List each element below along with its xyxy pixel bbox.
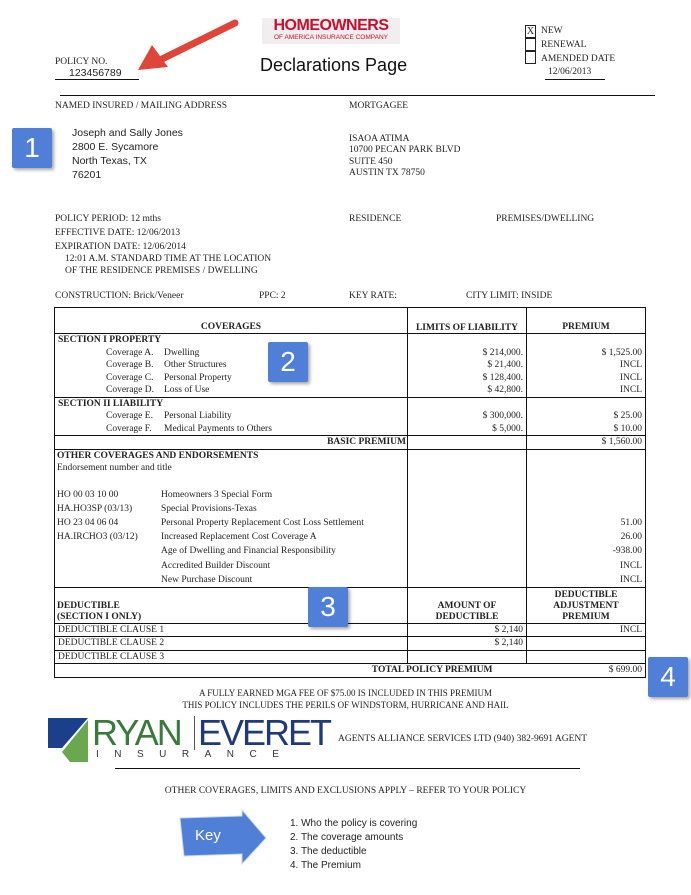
table-row: Coverage E. Personal Liability <box>106 411 232 421</box>
section-2: SECTION II LIABILITY Coverage E. Personal Liability Coverage F. Medical Payments to Others <box>55 397 408 436</box>
table-row: Coverage C. Personal Property <box>106 372 232 383</box>
new-checkbox[interactable]: X <box>526 26 535 37</box>
deductible-header: DEDUCTIBLE (SECTION I ONLY) AMOUNT OF DEDUCTIBLE DEDUCTIBLE ADJUSTMENT PREMIUM <box>55 587 646 623</box>
badge-4: 4 <box>648 657 688 697</box>
basic-premium-row: BASIC PREMIUM $ 1,560.00 <box>55 436 646 450</box>
amended-checkbox[interactable] <box>525 51 536 64</box>
time-note: OF THE RESIDENCE PREMISES / DWELLING <box>65 266 258 276</box>
page-title: Declarations Page <box>260 55 408 75</box>
key-label: Key <box>195 827 221 844</box>
total-row: TOTAL POLICY PREMIUM $ 699.00 <box>55 664 646 678</box>
renewal-checkbox[interactable] <box>525 38 536 51</box>
company-logo: HOMEOWNERS OF AMERICA INSURANCE COMPANY <box>262 18 400 44</box>
table-row: Age of Dwelling and Financial Responsibility <box>161 546 336 557</box>
key-arrow-icon <box>176 808 270 868</box>
agency-logo: RYAN EVERET INSURANCE <box>48 716 323 762</box>
divider <box>55 79 139 80</box>
table-row: HA.HO3SP (03/13) Special Provisions-Texas <box>57 503 257 514</box>
divider <box>115 768 580 769</box>
endorsements: OTHER COVERAGES AND ENDORSEMENTS Endorsement number and title HO 00 03 10 00 Homeowners 3 Special Form HA.HO3SP (03/13) Special Provisions-Texas HO 23 04 06 04 Personal Property Replacement Cost Loss Settlement HA.IRCHO3 (03/12) Increased Replacement Cost Coverage A Age of Dwelling and Financial Responsibility Accredited Builder Discount New Purchase Discount <box>55 449 408 587</box>
section-1: SECTION I PROPERTY Coverage A. Dwelling Coverage B. Other Structures Coverage C. Personal Property Coverage D. Loss of Use <box>55 334 408 398</box>
red-arrow-icon <box>130 15 245 77</box>
amended-label: AMENDED DATE <box>541 54 616 64</box>
insured-address: Joseph and Sally Jones 2800 E. Sycamore North Texas, TX 76201 <box>72 127 183 181</box>
time-note: 12:01 A.M. STANDARD TIME AT THE LOCATION <box>65 254 272 264</box>
expiration-date: EXPIRATION DATE: 12/06/2014 <box>55 242 186 252</box>
table-row: Coverage D. Loss of Use <box>106 385 210 395</box>
agent-info: AGENTS ALLIANCE SERVICES LTD (940) 382-9691 AGENT <box>338 734 588 744</box>
premises-label: PREMISES/DWELLING <box>496 214 595 224</box>
policy-period: POLICY PERIOD: 12 mths <box>55 214 162 224</box>
table-header: COVERAGES LIMITS OF LIABILITY PREMIUM <box>55 308 646 334</box>
table-row: Coverage A. Dwelling <box>106 347 200 358</box>
table-row: Coverage B. Other Structures <box>106 360 227 370</box>
ppc: PPC: 2 <box>259 291 286 301</box>
new-label: NEW <box>541 26 563 36</box>
table-row: HO 23 04 06 04 Personal Property Replacement Cost Loss Settlement <box>57 517 364 528</box>
logo-mark-icon <box>48 718 88 762</box>
key-list <box>290 817 417 873</box>
badge-3: 3 <box>308 587 348 627</box>
note: THIS POLICY INCLUDES THE PERILS OF WINDSTORM, HURRICANE AND HAIL <box>182 700 509 710</box>
footer-note: OTHER COVERAGES, LIMITS AND EXCLUSIONS APPLY – REFER TO YOUR POLICY <box>164 786 527 796</box>
renewal-label: RENEWAL <box>541 40 587 50</box>
divider <box>545 79 605 80</box>
mortgagee-address: ISAOA ATIMA 10700 PECAN PARK BLVD SUITE 450 AUSTIN TX 78750 <box>349 134 461 178</box>
residence-label: RESIDENCE <box>349 214 402 224</box>
table-row: DEDUCTIBLE CLAUSE 2 $ 2,140 <box>55 637 646 651</box>
badge-2: 2 <box>268 342 308 382</box>
list-item: 1. Who the policy is covering <box>290 818 418 829</box>
policy-no: 123456789 <box>69 67 122 79</box>
table-row: HO 00 03 10 00 Homeowners 3 Special Form <box>57 489 273 500</box>
table-row: HA.IRCHO3 (03/12) Increased Replacement Cost Coverage A <box>57 532 317 543</box>
list-item: 4. The Premium <box>290 860 361 871</box>
insured-label: NAMED INSURED / MAILING ADDRESS <box>55 101 228 111</box>
mortgagee-label: MORTGAGEE <box>349 101 409 111</box>
construction: CONSTRUCTION: Brick/Veneer <box>55 291 184 301</box>
city-limit: CITY LIMIT: INSIDE <box>466 291 553 301</box>
policy-no-label: POLICY NO. <box>55 57 108 67</box>
list-item: 2. The coverage amounts <box>290 832 404 843</box>
divider <box>60 95 655 96</box>
coverage-table: COVERAGES LIMITS OF LIABILITY PREMIUM SECTION I PROPERTY Coverage A. Dwelling Coverage B. Other Structures Coverage C. Personal Property Coverage D. Loss of Use $ 214,000. $ 21,400. $ 128,400. $ 42,800. $ 1,525.00 INCL INCL INCL SECTION II LIABILITY Coverage E. Personal Liability Coverage F. Medical Payments to Others $ 300,000. $ 5,000. $ 25.00 $ 10.00 BASIC PREMIUM $ 1,560.00 OTHER COVERAGES AND ENDORSEMENTS Endorsement number and title HO 00 03 10 00 Homeowners 3 Special Form HA.HO3SP (03/13) Special Provisions-Texas HO 23 04 06 04 Personal Property Replacement Cost Loss Settlement HA.IRCHO3 (03/12) Increased Replacement Cost Coverage A Age of Dwelling and Financial Responsibility Accredited Builder Discount New Purchase Discount 51.00 26.00 -938.00 INCL INCL DEDUCTIBLE (SECTION I ONLY) AMOUNT OF DEDUCTIBLE DEDUCTIBLE ADJUSTMENT PREMIUM DEDUCTIBLE CLAUSE 1 $ 2,140 INCL DEDUCTIBLE CLAUSE 2 $ 2,140 DEDUCTIBLE CLAUSE 3 TOTAL POLICY PREMIUM $ 699.00 <box>54 307 646 678</box>
list-item: 3. The deductible <box>290 846 367 857</box>
table-row: Coverage F. Medical Payments to Others <box>106 423 272 434</box>
badge-1: 1 <box>12 128 52 168</box>
note: A FULLY EARNED MGA FEE OF $75.00 IS INCLUDED IN THIS PREMIUM <box>198 688 493 698</box>
effective-date: EFFECTIVE DATE: 12/06/2013 <box>55 228 181 238</box>
table-row: Accredited Builder Discount <box>161 560 271 571</box>
table-row: DEDUCTIBLE CLAUSE 1 $ 2,140 INCL <box>55 623 646 637</box>
table-row: New Purchase Discount <box>161 574 253 585</box>
key-rate: KEY RATE: <box>349 291 397 301</box>
amended-date: 12/06/2013 <box>548 67 592 77</box>
table-row: DEDUCTIBLE CLAUSE 3 <box>55 650 646 664</box>
